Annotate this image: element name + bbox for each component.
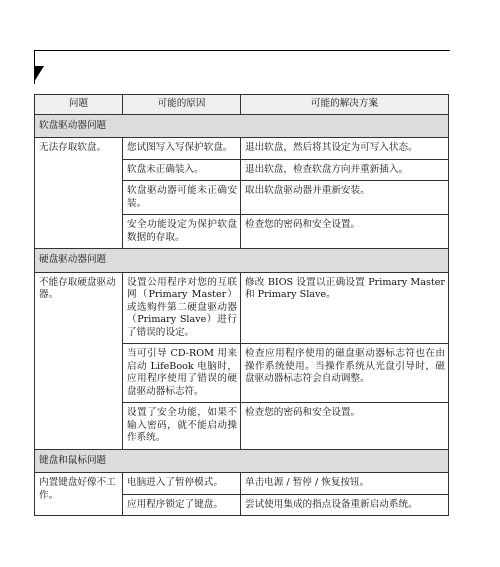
section-title: 硬盘驱动器问题 (35, 249, 449, 273)
table-row (35, 473, 449, 495)
table-row (35, 272, 449, 344)
table-header-row (35, 95, 449, 115)
section-row (35, 114, 449, 138)
cause-cell: 设置了安全功能，如果不输入密码，就不能启动操作系统。 (123, 403, 241, 450)
cause-cell: 软盘未正确装入。 (123, 159, 241, 181)
section-title: 软盘驱动器问题 (35, 114, 449, 138)
corner-triangle-icon (34, 66, 44, 82)
solution-cell: 检查您的密码和安全设置。 (241, 215, 449, 249)
solution-cell: 退出软盘，然后将其设定为可写入状态。 (241, 138, 449, 160)
solution-cell: 修改 BIOS 设置以正确设置 Primary Master 和 Primary Slave。 (241, 272, 449, 344)
cause-cell: 设置公用程序对您的互联网（Primary Master）或选购件第二硬盘驱动器（Primary Slave）进行了错误的设定。 (123, 272, 241, 344)
cause-cell: 您试图写入写保护软盘。 (123, 138, 241, 160)
solution-cell: 退出软盘，检查软盘方向并重新插入。 (241, 159, 449, 181)
section-row (35, 249, 449, 273)
cause-cell: 电脑进入了暂停模式。 (123, 473, 241, 495)
header-rule (34, 50, 450, 51)
header-solution: 可能的解决方案 (241, 95, 449, 115)
solution-cell: 单击电源 / 暂停 / 恢复按钮。 (241, 473, 449, 495)
cause-cell: 应用程序锁定了键盘。 (123, 494, 241, 516)
section-row (35, 449, 449, 473)
solution-cell: 检查您的密码和安全设置。 (241, 403, 449, 450)
section-title: 键盘和鼠标问题 (35, 449, 449, 473)
solution-cell: 检查应用程序使用的磁盘驱动器标志符也在由操作系统使用。当操作系统从光盘引导时，磁盘驱动器标志符会自动调整。 (241, 344, 449, 403)
cause-cell: 软盘驱动器可能未正确安装。 (123, 181, 241, 215)
table-row (35, 138, 449, 160)
cause-cell: 安全功能设定为保护软盘数据的存取。 (123, 215, 241, 249)
problem-cell: 无法存取软盘。 (35, 138, 123, 249)
solution-cell: 尝试使用集成的指点设备重新启动系统。 (241, 494, 449, 516)
cause-cell: 当可引导 CD-ROM 用来启动 LifeBook 电脑时，应用程序使用了错误的硬盘驱动器标志符。 (123, 344, 241, 403)
header-cause: 可能的原因 (123, 95, 241, 115)
problem-cell: 不能存取硬盘驱动器。 (35, 272, 123, 449)
solution-cell: 取出软盘驱动器并重新安装。 (241, 181, 449, 215)
troubleshooting-table (34, 94, 449, 516)
problem-cell: 内置键盘好像不工作。 (35, 473, 123, 516)
header-problem: 问题 (35, 95, 123, 115)
